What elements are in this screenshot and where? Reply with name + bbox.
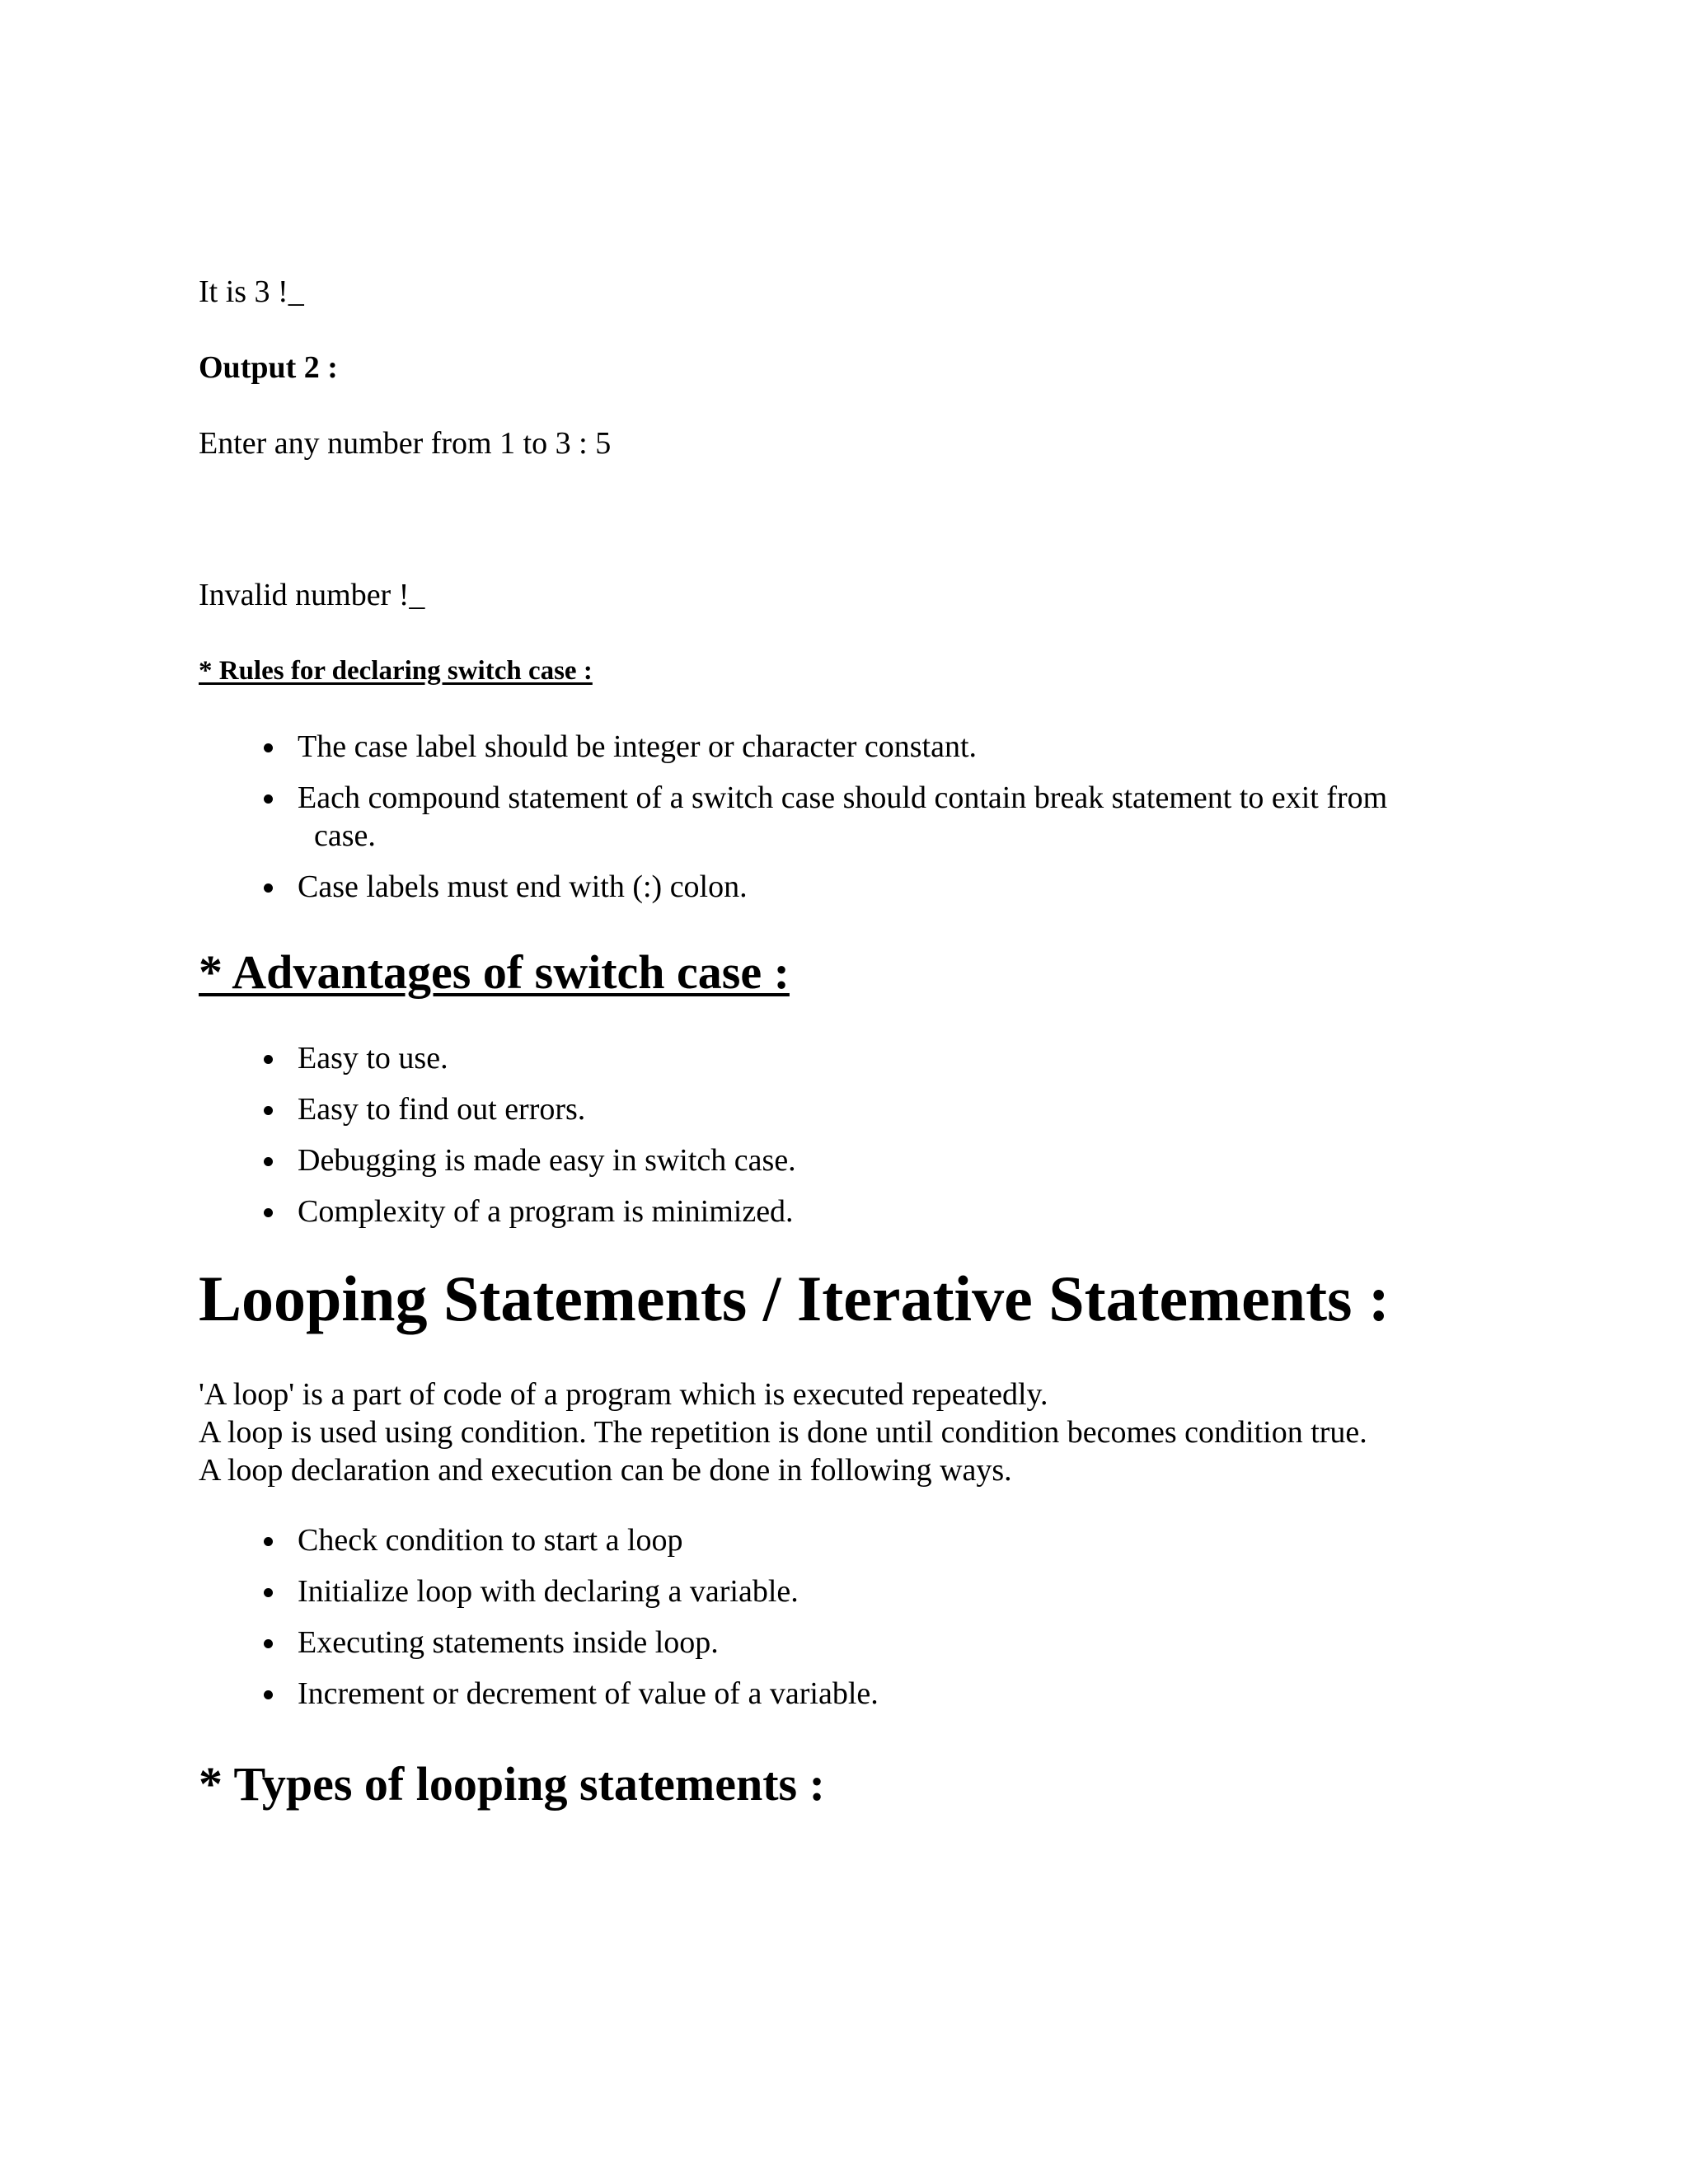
looping-paragraph-line-3: A loop declaration and execution can be done in following ways. xyxy=(199,1453,1012,1488)
list-item xyxy=(0,779,1484,855)
looping-paragraph-line-1: 'A loop' is a part of code of a program which is executed repeatedly. xyxy=(199,1377,1048,1412)
list-item: Debugging is made easy in switch case. xyxy=(0,1141,1484,1179)
bullet-icon xyxy=(264,1588,273,1597)
looping-heading: Looping Statements / Iterative Statements : xyxy=(199,1263,1390,1334)
output-line-it-is-3: It is 3 !_ xyxy=(199,274,304,309)
advantages-list xyxy=(0,1039,1484,1230)
list-item: Easy to use. xyxy=(0,1039,1484,1077)
list-item: Executing statements inside loop. xyxy=(0,1624,1484,1661)
list-item: Check condition to start a loop xyxy=(0,1521,1484,1559)
output-2-label: Output 2 : xyxy=(199,350,338,385)
advantages-heading: * Advantages of switch case : xyxy=(199,945,790,999)
looping-paragraph xyxy=(199,1376,1367,1489)
bullet-icon xyxy=(264,1157,273,1166)
looping-paragraph-line-2: A loop is used using condition. The repetition is done until condition becomes condition true. xyxy=(199,1415,1367,1450)
rules-list xyxy=(0,728,1484,906)
list-item: The case label should be integer or character constant. xyxy=(0,728,1484,766)
rule-item-2-text: Each compound statement of a switch case should contain break statement to exit from xyxy=(298,780,1388,815)
bullet-icon xyxy=(264,1106,273,1115)
looping-ways-list xyxy=(0,1521,1484,1713)
list-item: Case labels must end with (:) colon. xyxy=(0,868,1484,906)
types-heading: * Types of looping statements : xyxy=(199,1757,825,1811)
bullet-icon xyxy=(264,1055,273,1064)
rules-heading: * Rules for declaring switch case : xyxy=(199,656,593,686)
bullet-icon xyxy=(264,883,273,893)
bullet-icon xyxy=(264,1639,273,1648)
bullet-icon xyxy=(264,1208,273,1217)
bullet-icon xyxy=(264,743,273,752)
list-item: Complexity of a program is minimized. xyxy=(0,1193,1484,1230)
rule-item-2-continuation: case. xyxy=(314,818,376,853)
bullet-icon xyxy=(264,1537,273,1546)
list-item: Increment or decrement of value of a variable. xyxy=(0,1675,1484,1713)
list-item: Initialize loop with declaring a variable. xyxy=(0,1572,1484,1610)
bullet-icon xyxy=(264,1690,273,1699)
output-line-enter-number: Enter any number from 1 to 3 : 5 xyxy=(199,426,612,461)
bullet-icon xyxy=(264,794,273,804)
list-item: Easy to find out errors. xyxy=(0,1090,1484,1128)
output-line-invalid: Invalid number !_ xyxy=(199,578,425,612)
